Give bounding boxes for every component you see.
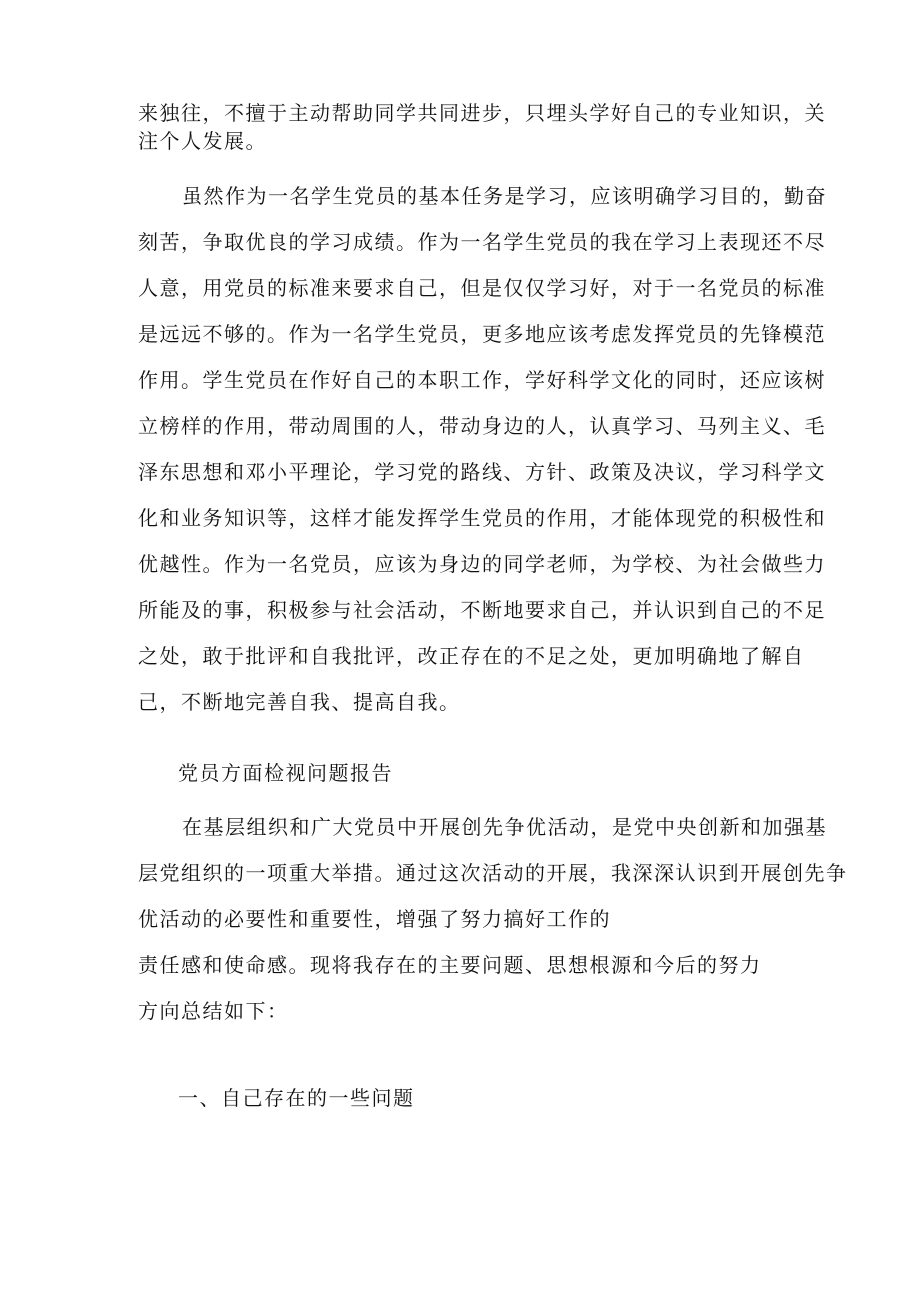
paragraph-line: 己，不断地完善自我、提高自我。 [138,690,461,714]
paragraph-line: 人意，用党员的标准来要求自己，但是仅仅学习好，对于一名党员的标准 [138,276,826,300]
paragraph-line: 注个人发展。 [138,129,267,153]
paragraph-line: 来独往，不擅于主动帮助同学共同进步，只埋头学好自己的专业知识，关 [138,101,826,125]
paragraph-line: 作用。学生党员在作好自己的本职工作，学好科学文化的同时，还应该树 [138,368,826,392]
report-title: 党员方面检视问题报告 [178,761,393,785]
paragraph-line: 方向总结如下： [138,999,289,1023]
paragraph-line: 所能及的事，积极参与社会活动，不断地要求自己，并认识到自己的不足 [138,598,826,622]
paragraph-line: 在基层组织和广大党员中开展创先争优活动，是党中央创新和加强基 [182,815,827,839]
paragraph-line: 化和业务知识等，这样才能发挥学生党员的作用，才能体现党的积极性和 [138,506,826,530]
paragraph-line: 之处，敢于批评和自我批评，改正存在的不足之处，更加明确地了解自 [138,644,805,668]
paragraph-line: 泽东思想和邓小平理论，学习党的路线、方针、政策及决议，学习科学文 [138,460,826,484]
paragraph-line: 虽然作为一名学生党员的基本任务是学习，应该明确学习目的，勤奋 [182,184,827,208]
paragraph-line: 立榜样的作用，带动周围的人，带动身边的人，认真学习、马列主义、毛 [138,414,826,438]
paragraph-line: 优越性。作为一名党员，应该为身边的同学老师，为学校、为社会做些力 [138,552,826,576]
paragraph-line: 责任感和使命感。现将我存在的主要问题、思想根源和今后的努力 [138,953,762,977]
paragraph-line: 是远远不够的。作为一名学生党员，更多地应该考虑发挥党员的先锋模范 [138,322,826,346]
section-heading: 一、自己存在的一些问题 [178,1086,415,1110]
paragraph-line: 刻苦，争取优良的学习成绩。作为一名学生党员的我在学习上表现还不尽 [138,230,826,254]
paragraph-line: 优活动的必要性和重要性，增强了努力搞好工作的 [138,907,611,931]
paragraph-line: 层党组织的一项重大举措。通过这次活动的开展，我深深认识到开展创先争 [138,861,848,885]
